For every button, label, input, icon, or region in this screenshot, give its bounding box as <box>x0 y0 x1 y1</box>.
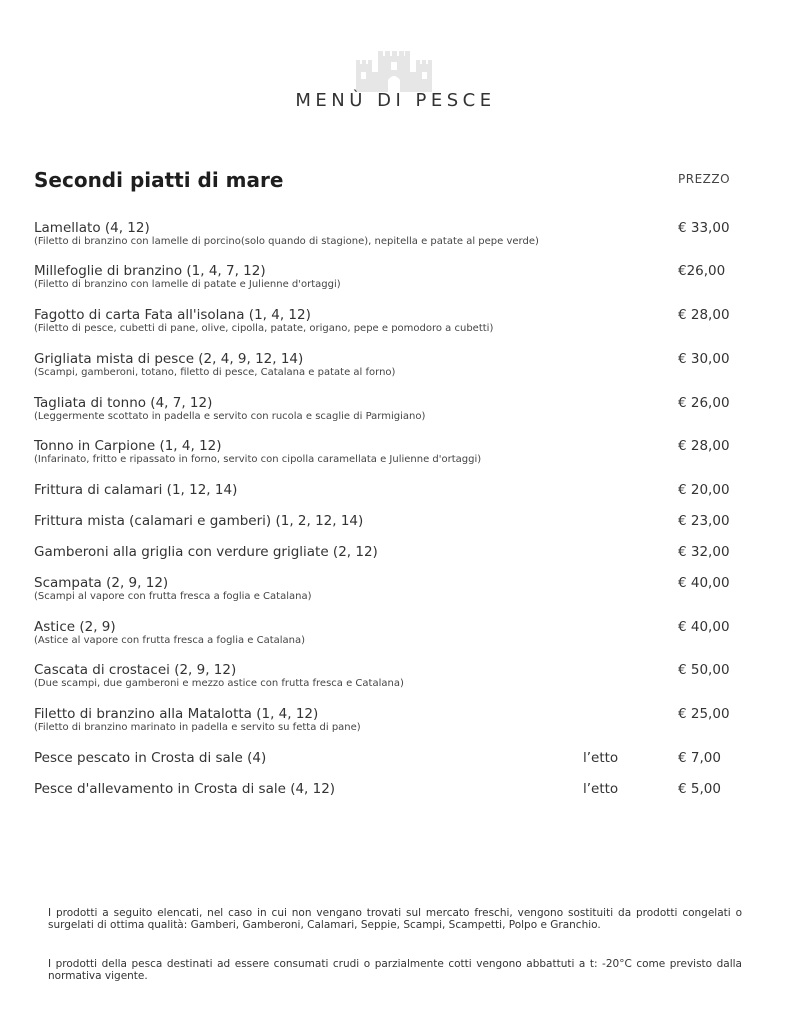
item-description: (Due scampi, due gamberoni e mezzo astice con frutta fresca e Catalana) <box>34 678 404 689</box>
item-price: € 33,00 <box>678 220 730 236</box>
menu-item <box>34 706 774 733</box>
item-description: (Astice al vapore con frutta fresca a foglia e Catalana) <box>34 635 306 646</box>
item-name: Fagotto di carta Fata all'isolana (1, 4, 12) <box>34 307 311 323</box>
item-name: Frittura di calamari (1, 12, 14) <box>34 482 238 498</box>
menu-item <box>34 513 774 529</box>
item-description: (Filetto di branzino con lamelle di porcino(solo quando di stagione), nepitella e patate al pepe verde) <box>34 236 539 247</box>
item-price: € 50,00 <box>678 662 730 678</box>
menu-item <box>34 619 774 646</box>
footnote-frozen-products: I prodotti a seguito elencati, nel caso in cui non vengano trovati sul mercato freschi, vengono sostituiti da prodotti congelati o surgelati di ottima qualità: Gamberi, Gamberoni, Calamari, Seppie, Scampi, Scampetti, Polpo e Granchio. <box>48 907 742 931</box>
item-price: € 26,00 <box>678 395 730 411</box>
menu-item <box>34 220 774 247</box>
menu-item <box>34 438 774 465</box>
menu-item <box>34 307 774 334</box>
menu-item <box>34 750 774 766</box>
menu-item <box>34 351 774 378</box>
item-price: € 40,00 <box>678 619 730 635</box>
item-name: Millefoglie di branzino (1, 4, 7, 12) <box>34 263 266 279</box>
item-description: (Leggermente scottato in padella e servito con rucola e scaglie di Parmigiano) <box>34 411 426 422</box>
item-name: Scampata (2, 9, 12) <box>34 575 169 591</box>
item-unit: l’etto <box>583 750 619 766</box>
item-price: € 40,00 <box>678 575 730 591</box>
item-price: €26,00 <box>678 263 726 279</box>
item-name: Tagliata di tonno (4, 7, 12) <box>34 395 213 411</box>
page-title: MENÙ DI PESCE <box>295 90 496 111</box>
item-name: Frittura mista (calamari e gamberi) (1, 2, 12, 14) <box>34 513 364 529</box>
item-price: € 28,00 <box>678 307 730 323</box>
item-description: (Scampi, gamberoni, totano, filetto di pesce, Catalana e patate al forno) <box>34 367 396 378</box>
item-price: € 30,00 <box>678 351 730 367</box>
menu-item <box>34 482 774 498</box>
item-description: (Filetto di branzino marinato in padella e servito su fetta di pane) <box>34 722 361 733</box>
item-price: € 23,00 <box>678 513 730 529</box>
item-name: Pesce d'allevamento in Crosta di sale (4, 12) <box>34 781 336 797</box>
item-name: Pesce pescato in Crosta di sale (4) <box>34 750 267 766</box>
item-name: Gamberoni alla griglia con verdure grigliate (2, 12) <box>34 544 378 560</box>
menu-item <box>34 781 774 797</box>
price-column-header: PREZZO <box>678 172 731 186</box>
item-name: Cascata di crostacei (2, 9, 12) <box>34 662 237 678</box>
castle-logo-icon <box>350 50 438 92</box>
menu-item <box>34 263 774 290</box>
menu-item <box>34 662 774 689</box>
item-name: Filetto di branzino alla Matalotta (1, 4, 12) <box>34 706 319 722</box>
item-description: (Infarinato, fritto e ripassato in forno, servito con cipolla caramellata e Julienne d'ortaggi) <box>34 454 482 465</box>
menu-item <box>34 575 774 602</box>
item-name: Tonno in Carpione (1, 4, 12) <box>34 438 222 454</box>
footnote-raw-fish: I prodotti della pesca destinati ad essere consumati crudi o parzialmente cotti vengono abbattuti a t: -20°C come previsto dalla normativa vigente. <box>48 958 742 982</box>
item-price: € 20,00 <box>678 482 730 498</box>
item-name: Lamellato (4, 12) <box>34 220 150 236</box>
item-price: € 5,00 <box>678 781 721 797</box>
item-unit: l’etto <box>583 781 619 797</box>
menu-item <box>34 544 774 560</box>
item-price: € 25,00 <box>678 706 730 722</box>
section-title: Secondi piatti di mare <box>34 168 284 192</box>
item-description: (Scampi al vapore con frutta fresca a foglia e Catalana) <box>34 591 312 602</box>
item-description: (Filetto di pesce, cubetti di pane, olive, cipolla, patate, origano, pepe e pomodoro a cubetti) <box>34 323 494 334</box>
item-price: € 28,00 <box>678 438 730 454</box>
item-name: Astice (2, 9) <box>34 619 116 635</box>
item-name: Grigliata mista di pesce (2, 4, 9, 12, 14) <box>34 351 304 367</box>
item-description: (Filetto di branzino con lamelle di patate e Julienne d'ortaggi) <box>34 279 341 290</box>
item-price: € 7,00 <box>678 750 721 766</box>
item-price: € 32,00 <box>678 544 730 560</box>
menu-item <box>34 395 774 422</box>
